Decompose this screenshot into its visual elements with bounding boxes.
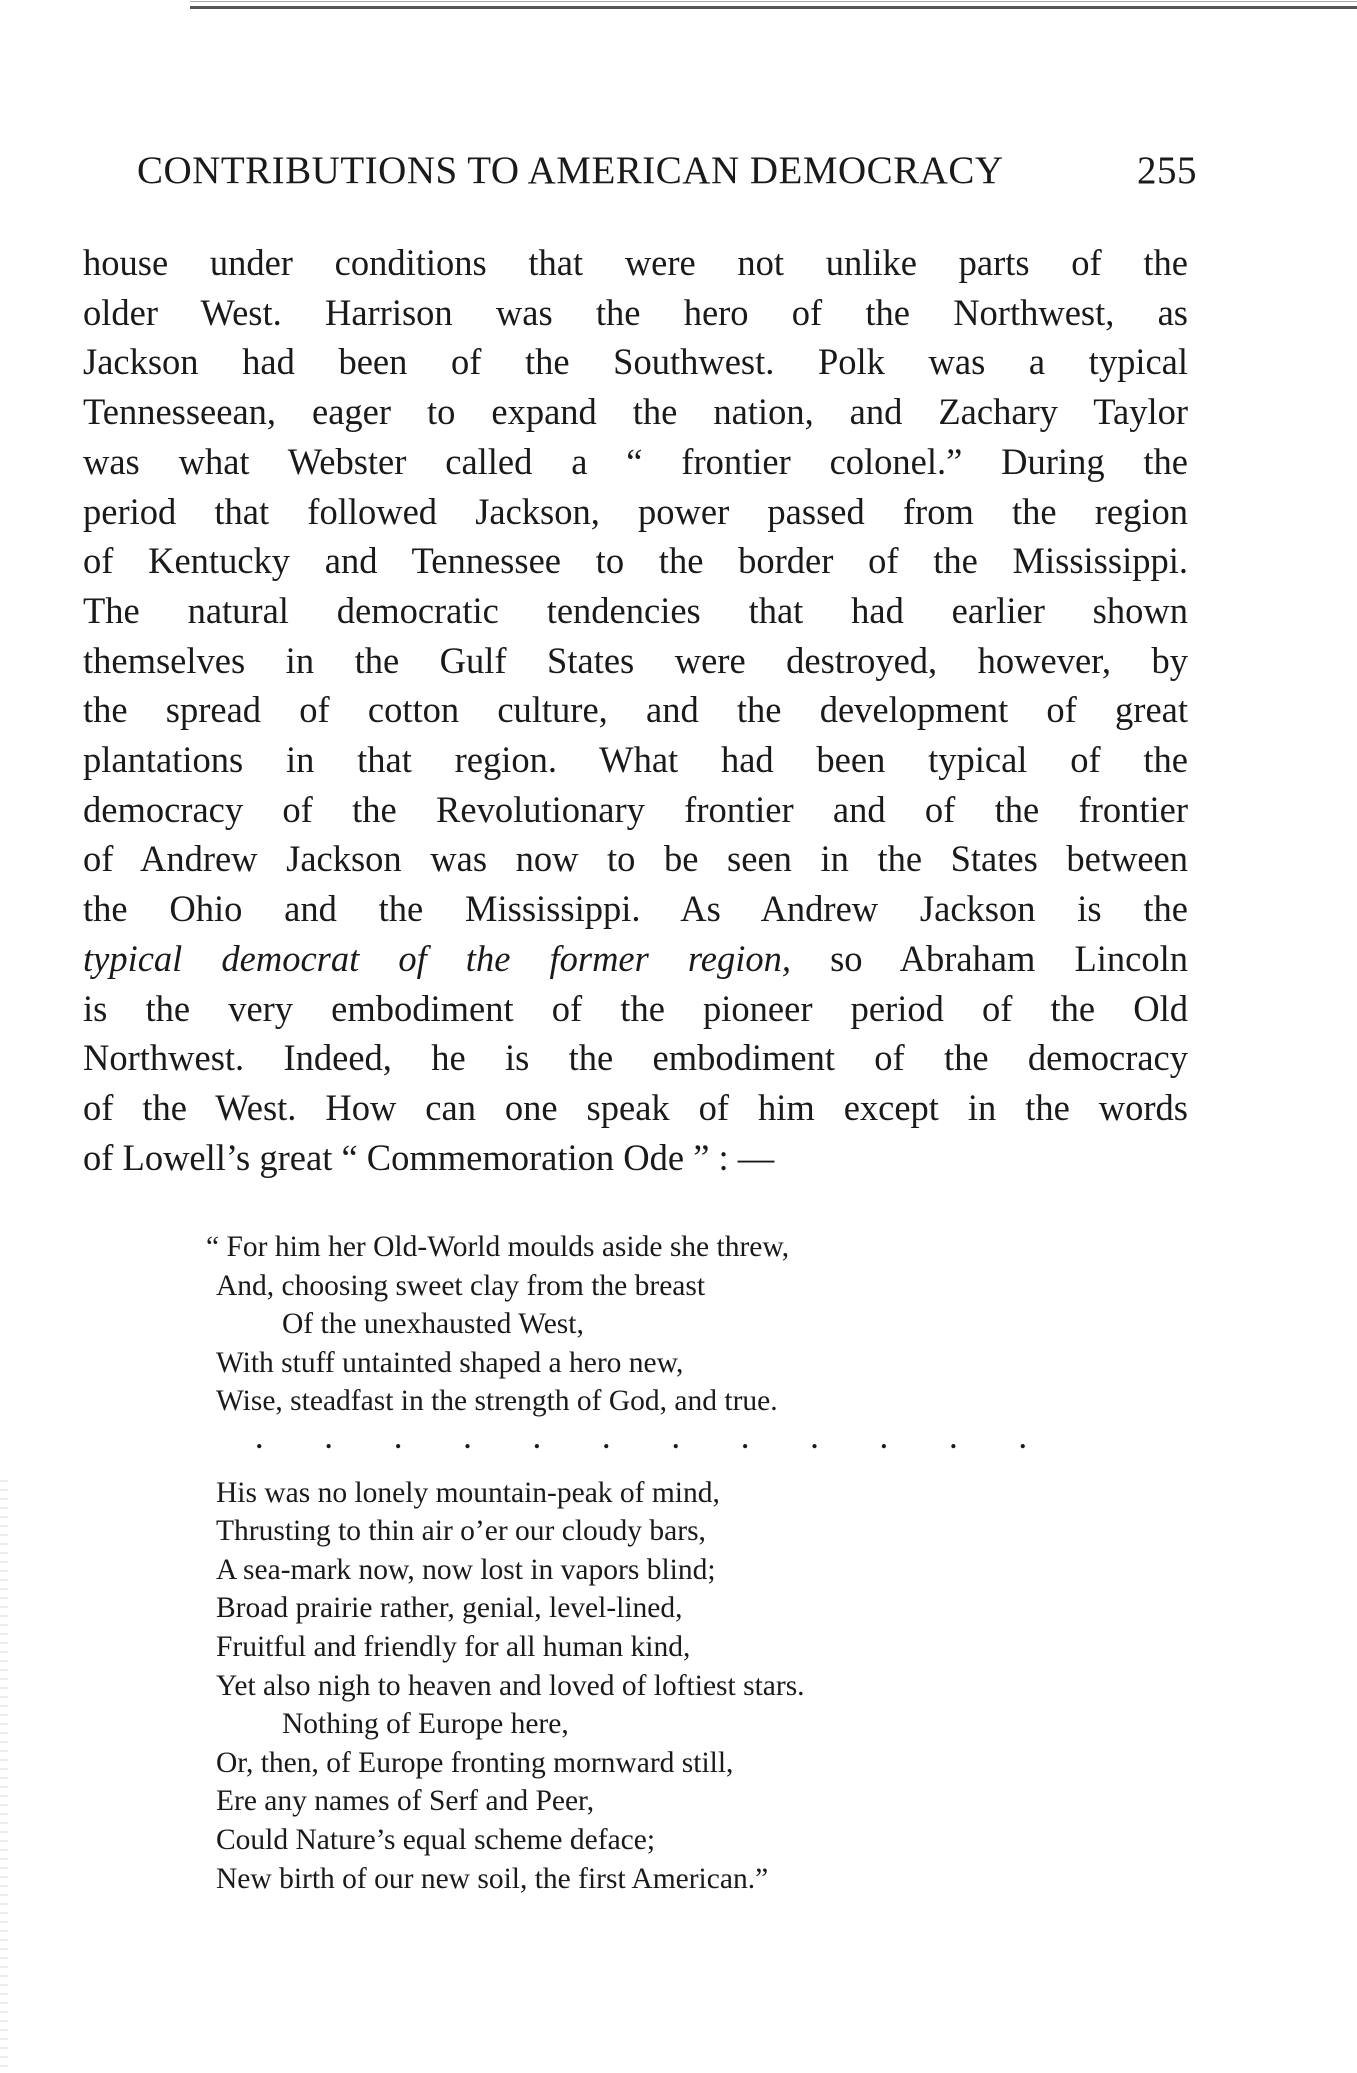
poem-line: With stuff untainted shaped a hero new, [216, 1346, 684, 1379]
body-line: of Lowell’s great “ Commemoration Ode ” : — [83, 1136, 775, 1178]
page-top-rule [190, 6, 1357, 9]
poem-quotation [206, 1228, 1036, 1898]
body-line: Northwest. Indeed, he is the embodiment of the democracy [83, 1037, 1188, 1079]
poem-line: Broad prairie rather, genial, level-lined, [216, 1592, 683, 1625]
running-title: CONTRIBUTIONS TO AMERICAN DEMOCRACY [137, 149, 1004, 192]
ellipsis-dot: . [464, 1424, 471, 1454]
body-paragraph [83, 238, 1188, 1182]
body-line: The natural democratic tendencies that had earlier shown [83, 589, 1188, 631]
body-line-italic-phrase [83, 934, 1188, 984]
ellipsis-dot: . [603, 1424, 610, 1454]
body-line: democracy of the Revolutionary frontier and of the frontier [83, 788, 1188, 830]
stanza-gap [216, 1460, 1036, 1474]
poem-line: Of the unexhausted West, [282, 1308, 584, 1341]
body-line: period that followed Jackson, power passed from the region [83, 490, 1188, 532]
body-line: plantations in that region. What had been typical of the [83, 739, 1188, 781]
ellipsis-dot: . [950, 1424, 957, 1454]
ellipsis-dot: . [394, 1424, 402, 1454]
body-line: was what Webster called a “ frontier colonel.” During the [83, 440, 1188, 482]
poem-line: Nothing of Europe here, [282, 1708, 569, 1741]
poem-line: Ere any names of Serf and Peer, [216, 1785, 595, 1818]
poem-line: Fruitful and friendly for all human kind, [216, 1630, 691, 1663]
poem-line: And, choosing sweet clay from the breast [216, 1269, 706, 1302]
page-header [137, 148, 1197, 198]
body-line: of Andrew Jackson was now to be seen in the States between [83, 838, 1188, 880]
poem-line: New birth of our new soil, the first American.” [216, 1862, 769, 1895]
scan-edge-speckle [0, 1480, 8, 2073]
page-number: 255 [1137, 149, 1197, 192]
ellipsis-dot: . [256, 1424, 263, 1454]
ellipsis-dot: . [880, 1424, 888, 1454]
ellipsis-dot: . [325, 1424, 332, 1454]
ellipsis-dot: . [811, 1424, 818, 1454]
poem-line: A sea-mark now, now lost in vapors blind; [216, 1553, 716, 1586]
poem-line: Wise, steadfast in the strength of God, and true. [216, 1385, 778, 1418]
body-line: the Ohio and the Mississippi. As Andrew Jackson is the [83, 888, 1188, 930]
poem-line: Or, then, of Europe fronting mornward still, [216, 1746, 734, 1779]
ellipsis-dot: . [741, 1424, 749, 1454]
body-line: themselves in the Gulf States were destroyed, however, by [83, 639, 1188, 681]
ellipsis-dot: . [672, 1424, 679, 1454]
body-line: of Kentucky and Tennessee to the border of the Mississippi. [83, 540, 1188, 582]
body-line: the spread of cotton culture, and the development of great [83, 689, 1188, 731]
poem-line: His was no lonely mountain-peak of mind, [216, 1476, 720, 1509]
body-line: older West. Harrison was the hero of the Northwest, as [83, 291, 1188, 333]
poem-line: Could Nature’s equal scheme deface; [216, 1823, 656, 1856]
ellipsis-dot: . [1019, 1424, 1026, 1454]
body-line: house under conditions that were not unlike parts of the [83, 242, 1188, 283]
body-line: of the West. How can one speak of him except in the words [83, 1086, 1188, 1128]
body-line: is the very embodiment of the pioneer period of the Old [83, 987, 1188, 1029]
ellipsis-dots [216, 1421, 1026, 1460]
body-line-rest: so Abraham Lincoln [790, 937, 1188, 979]
poem-line: “ For him her Old-World moulds aside she threw, [206, 1231, 790, 1263]
body-line: Jackson had been of the Southwest. Polk was a typical [83, 341, 1188, 383]
poem-line: Thrusting to thin air o’er our cloudy bars, [216, 1515, 706, 1548]
ellipsis-dot: . [533, 1424, 541, 1454]
page-top-edge [190, 1, 1357, 2]
italic-phrase: typical democrat of the former region, [83, 937, 791, 979]
body-line: Tennesseean, eager to expand the nation, and Zachary Taylor [83, 391, 1188, 433]
poem-line: Yet also nigh to heaven and loved of loftiest stars. [216, 1669, 805, 1702]
